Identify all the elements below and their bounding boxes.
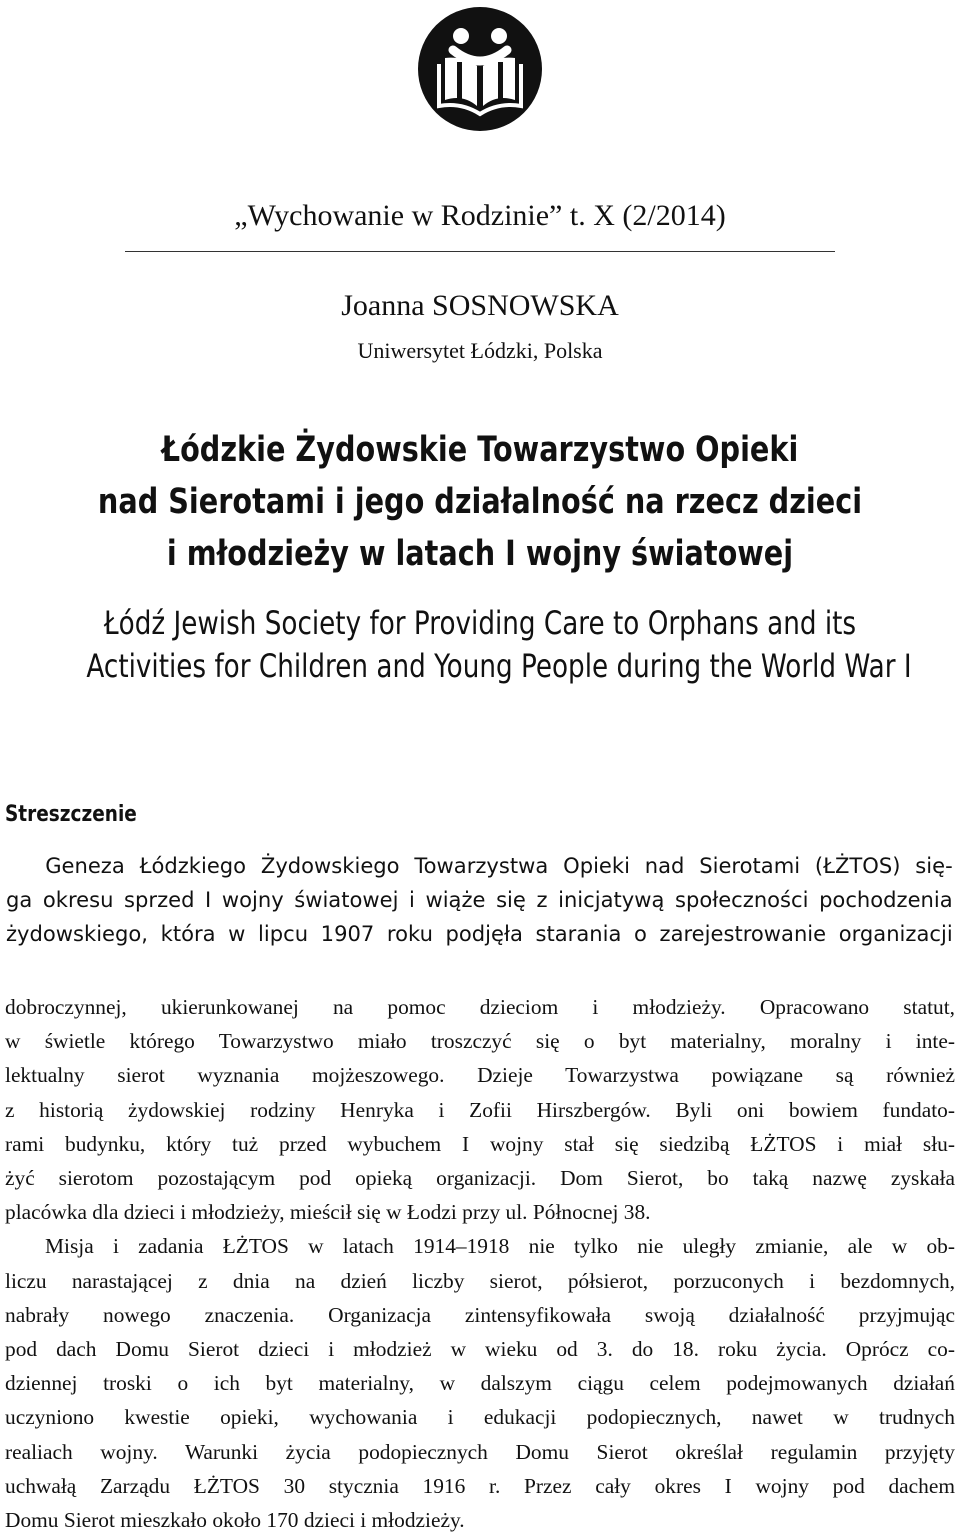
abstract-body [5, 990, 955, 1537]
author-affiliation: Uniwersytet Łódzki, Polska [357, 338, 603, 363]
title-english-line: Łódź Jewish Society for Providing Care to Orphans and its [103, 604, 857, 642]
abstract-line: rami budynku, który tuż przed wybuchem I wojny stał się siedzibą ŁŻTOS i miał słu- [5, 1131, 955, 1156]
abstract-line: uczyniono kwestie opieki, wychowania i edukacji podopiecznych, nawet w trudnych [5, 1405, 955, 1430]
title-polish [86, 424, 873, 580]
abstract-line: Misja i zadania ŁŻTOS w latach 1914–1918 nie tylko nie uległy zmianie, ale w ob- [45, 1234, 955, 1259]
abstract-line: żyć sierotom pozostającym pod opieką organizacji. Dom Sierot, bo taką nazwę zyskała [5, 1166, 955, 1191]
abstract-line: placówka dla dzieci i młodzieży, mieścił się w Łodzi przy ul. Północnej 38. [5, 1200, 651, 1225]
abstract-line: nabrały nowego znaczenia. Organizacja zintensyfikowała swoją działalność przyjmując [5, 1302, 955, 1327]
abstract-line: dobroczynnej, ukierunkowanej na pomoc dzieciom i młodzieży. Opracowano statut, [5, 995, 955, 1019]
title-english [86, 602, 912, 688]
abstract-heading: Streszczenie [5, 802, 137, 827]
title-polish-line: Łódzkie Żydowskie Towarzystwo Opieki [161, 430, 799, 470]
abstract-line: żydowskiego, która w lipcu 1907 roku podjęła starania o zarejestrowanie organizacji [6, 922, 953, 948]
author-name: Joanna SOSNOWSKA [341, 289, 619, 322]
title-english-line: Activities for Children and Young People during the World War I [86, 647, 912, 685]
abstract-line: z historią żydowskiej rodziny Henryka i Zofii Hirszbergów. Byli oni bowiem fundato- [5, 1097, 955, 1122]
abstract-line: dziennej troski o ich byt materialny, w dalszym ciągu celem podejmowanych działań [5, 1371, 955, 1396]
abstract-line: w świetle którego Towarzystwo miało troszczyć się o byt materialny, moralny i inte- [5, 1029, 955, 1054]
title-polish-line: nad Sierotami i jego działalność na rzecz dzieci [97, 482, 863, 522]
title-polish-line: i młodzieży w latach I wojny światowej [166, 534, 794, 574]
abstract-line: uchwałą Zarządu ŁŻTOS 30 stycznia 1916 r. Przez cały okres I wojny pod dachem [5, 1473, 955, 1498]
abstract-line: pod dach Domu Sierot dzieci i młodzież w wieku od 3. do 18. roku życia. Oprócz co- [5, 1337, 955, 1362]
journal-citation: „Wychowanie w Rodzinie” t. X (2/2014) [234, 199, 726, 232]
abstract-line: lektualny sierot wyznania mojżeszowego. Dzieje Towarzystwa powiązane są również [5, 1063, 955, 1088]
header-divider [125, 251, 835, 252]
journal-logo-icon [417, 6, 543, 132]
abstract-line: liczu narastającej z dnia na dzień liczby sierot, półsierot, porzuconych i bezdomnych, [5, 1268, 955, 1293]
abstract-paragraph-1-start [6, 850, 953, 953]
abstract-line: ga okresu sprzed I wojny światowej i wiąże się z inicjatywą społeczności pochodzenia [6, 888, 953, 914]
abstract-line: realiach wojny. Warunki życia podopiecznych Domu Sierot określał regulamin przyjęty [5, 1439, 955, 1464]
abstract-line: Geneza Łódzkiego Żydowskiego Towarzystwa Opieki nad Sierotami (ŁŻTOS) się- [45, 854, 953, 879]
abstract-line: Domu Sierot mieszkało około 170 dzieci i młodzieży. [5, 1508, 465, 1533]
